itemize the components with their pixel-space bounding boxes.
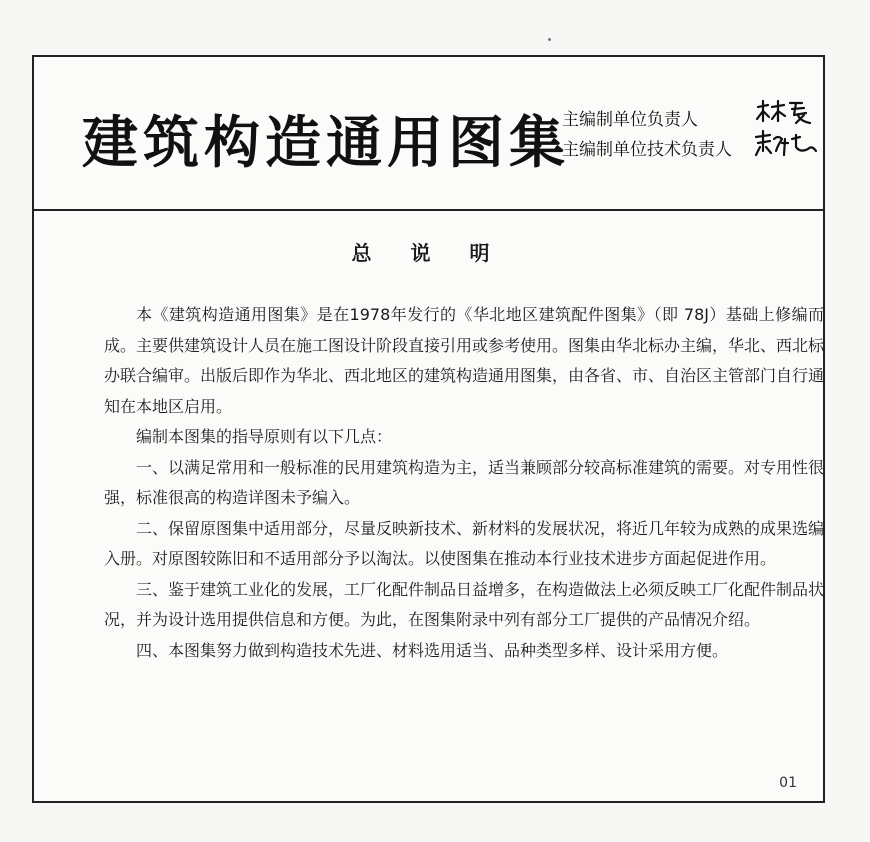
general-notes-heading: 总 说 明 (351, 241, 506, 265)
scan-speck (548, 38, 551, 41)
title-block (34, 57, 823, 211)
atlas-title: 建筑构造通用图集 (82, 111, 570, 176)
handwritten-signature (752, 99, 822, 163)
paragraph-principle-2: 二、保留原图集中适用部分，尽量反映新技术、新材料的发展状况，将近几年较为成熟的成果选编入册。对原图较陈旧和不适用部分予以淘汰。以使图集在推动本行业技术进步方面起促进作用。 (104, 518, 825, 568)
page-number: 01 (779, 775, 797, 791)
paragraph-principles-lead: 编制本图集的指导原则有以下几点： (136, 427, 393, 446)
paragraph-intro: 本《建筑构造通用图集》是在1978年发行的《华北地区建筑配件图集》（即 78J）基础上修编而成。主要供建筑设计人员在施工图设计阶段直接引用或参考使用。图集由华北标办主编，华北、西北标办联合编审。出版后即作为华北、西北地区的建筑构造通用图集，由各省、市、自治区主管部门自行通知在本地区启用。 (104, 305, 825, 416)
technical-chief-label: 主编制单位技术负责人 (562, 140, 732, 160)
drawing-frame (32, 55, 825, 803)
chief-editor-label: 主编制单位负责人 (562, 110, 698, 130)
paragraph-principle-4: 四、本图集努力做到构造技术先进、材料选用适当、品种类型多样、设计采用方便。 (136, 640, 729, 660)
paragraph-principle-1: 一、以满足常用和一般标准的民用建筑构造为主，适当兼顾部分较高标准建筑的需要。对专用性很强，标准很高的构造详图未予编入。 (104, 457, 825, 507)
notes-body (104, 300, 824, 666)
paragraph-principle-3: 三、鉴于建筑工业化的发展，工厂化配件制品日益增多，在构造做法上必须反映工厂化配件制品状况，并为设计选用提供信息和方便。为此，在图集附录中列有部分工厂提供的产品情况介绍。 (104, 579, 825, 629)
responsible-block (562, 105, 732, 165)
